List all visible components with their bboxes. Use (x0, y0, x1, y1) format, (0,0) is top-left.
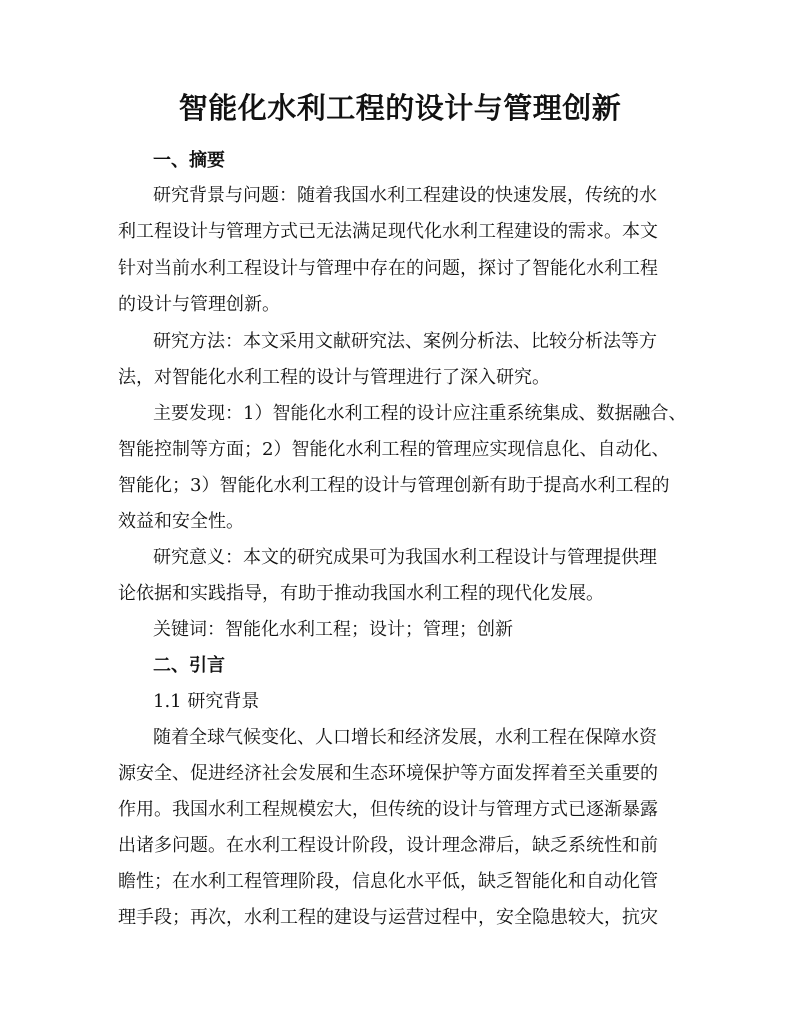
paragraph-line: 研究意义：本文的研究成果可为我国水利工程设计与管理提供理 (153, 547, 657, 568)
paragraph-line: 瞻性；在水利工程管理阶段，信息化水平低，缺乏智能化和自动化管 (118, 871, 658, 892)
paragraph-line: 针对当前水利工程设计与管理中存在的问题，探讨了智能化水利工程 (118, 258, 658, 279)
paragraph-line: 效益和安全性。 (118, 511, 244, 532)
paragraph-line: 源安全、促进经济社会发展和生态环境保护等方面发挥着至关重要的 (118, 763, 658, 784)
paragraph-line: 研究背景与问题：随着我国水利工程建设的快速发展，传统的水 (153, 185, 657, 206)
section-heading-introduction: 二、引言 (153, 655, 225, 676)
paragraph-line: 智能控制等方面；2）智能化水利工程的管理应实现信息化、自动化、 (118, 439, 670, 460)
paragraph-line: 智能化；3）智能化水利工程的设计与管理创新有助于提高水利工程的 (118, 475, 670, 496)
paragraph-line: 论依据和实践指导，有助于推动我国水利工程的现代化发展。 (118, 583, 604, 604)
paragraph-line: 法，对智能化水利工程的设计与管理进行了深入研究。 (118, 367, 550, 388)
document-title: 智能化水利工程的设计与管理创新 (178, 91, 622, 125)
keywords-line: 关键词：智能化水利工程；设计；管理；创新 (153, 619, 513, 640)
paragraph-line: 作用。我国水利工程规模宏大，但传统的设计与管理方式已逐渐暴露 (118, 799, 658, 820)
paragraph-line: 出诸多问题。在水利工程设计阶段，设计理念滞后，缺乏系统性和前 (118, 835, 658, 856)
paragraph-line: 主要发现：1）智能化水利工程的设计应注重系统集成、数据融合、 (153, 403, 687, 424)
section-heading-abstract: 一、摘要 (153, 150, 225, 171)
paragraph-line: 研究方法：本文采用文献研究法、案例分析法、比较分析法等方 (153, 331, 657, 352)
paragraph-line: 利工程设计与管理方式已无法满足现代化水利工程建设的需求。本文 (118, 221, 658, 242)
paragraph-line: 的设计与管理创新。 (118, 294, 280, 315)
paragraph-line: 随着全球气候变化、人口增长和经济发展，水利工程在保障水资 (153, 727, 657, 748)
subsection-heading: 1.1 研究背景 (153, 691, 260, 712)
paragraph-line: 理手段；再次，水利工程的建设与运营过程中，安全隐患较大，抗灾 (118, 907, 658, 928)
